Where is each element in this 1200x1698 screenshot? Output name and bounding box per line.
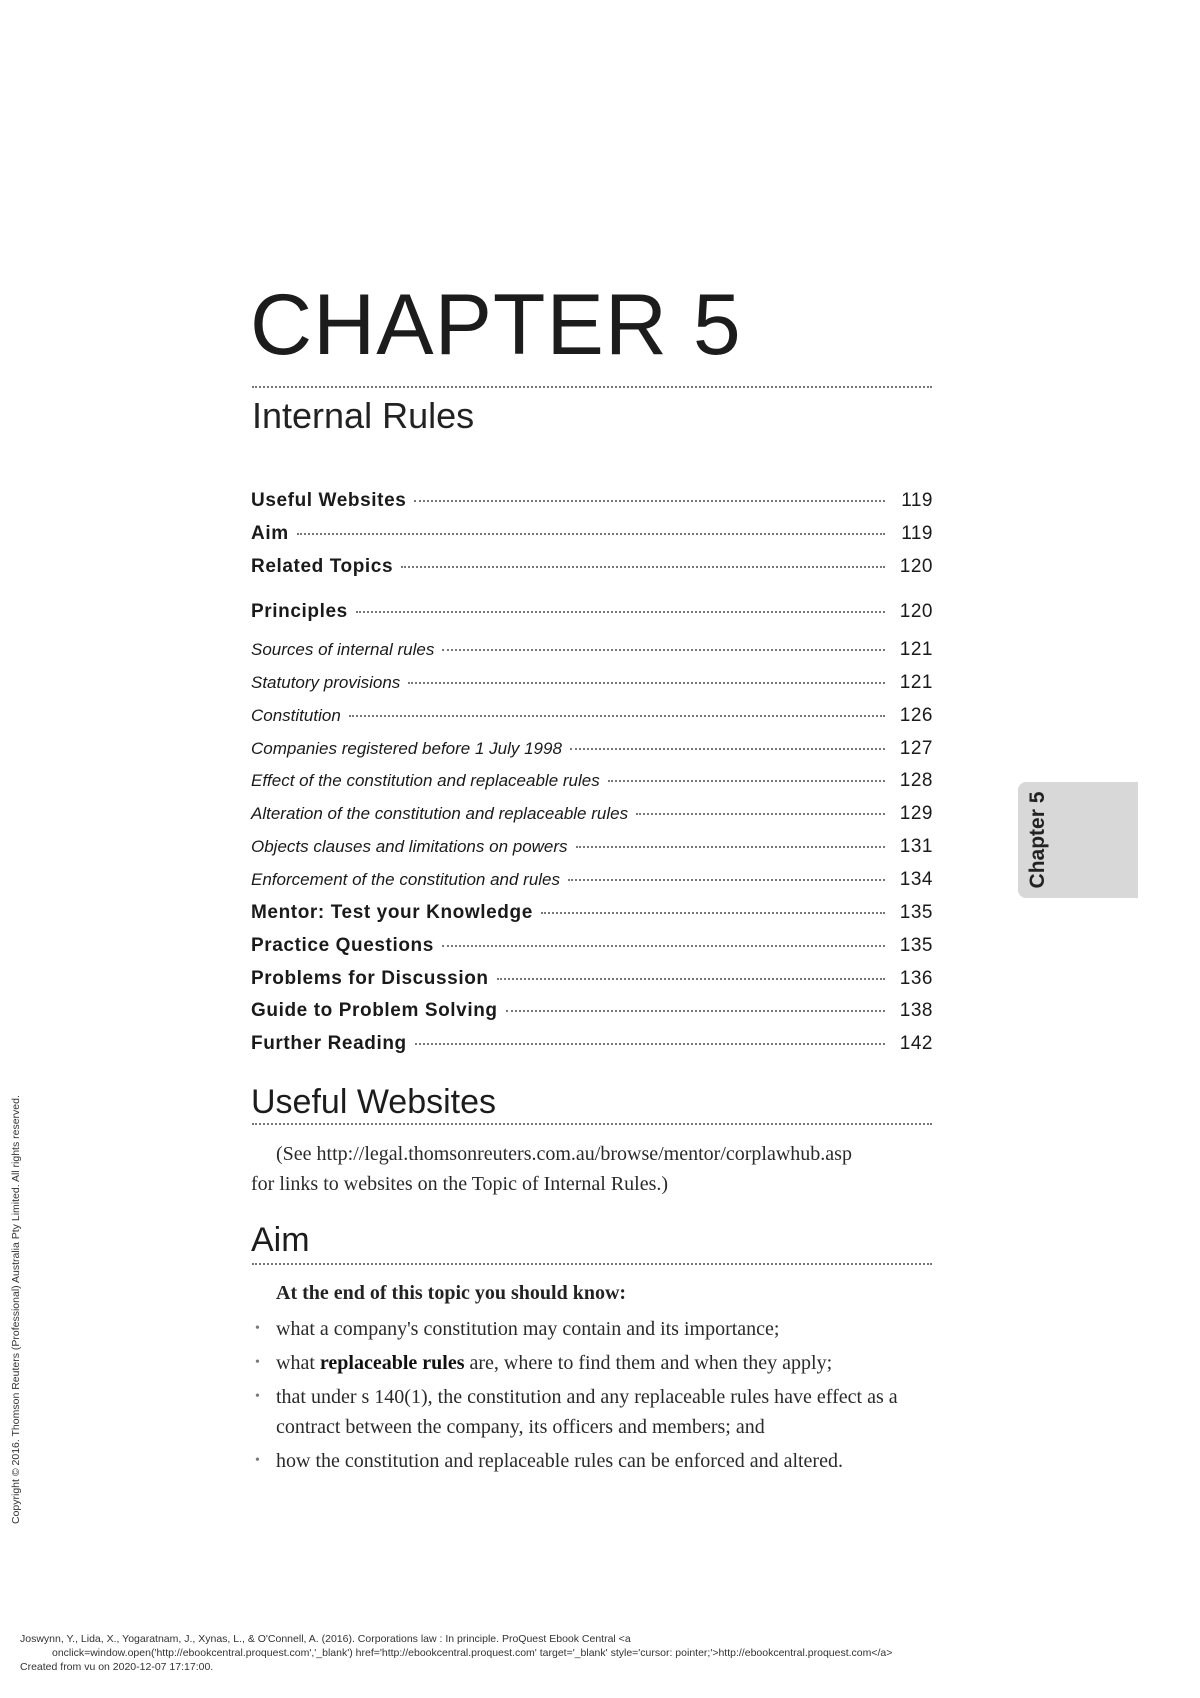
- toc-entry-label: Sources of internal rules: [251, 640, 435, 659]
- bullet-bold-term: replaceable rules: [319, 1352, 465, 1374]
- toc-entry-page: 131: [899, 836, 933, 857]
- toc-dot-leader: [356, 611, 885, 613]
- chapter-subtitle: Internal Rules: [252, 395, 475, 436]
- toc-dot-leader: [414, 500, 885, 502]
- toc-entry-page: 120: [899, 601, 933, 622]
- toc-dot-leader: [401, 566, 885, 568]
- toc-dot-leader: [408, 682, 885, 684]
- toc-entry-label: Enforcement of the constitution and rules: [251, 870, 561, 889]
- toc-entry-label: Guide to Problem Solving: [251, 1000, 498, 1021]
- toc-dot-leader: [568, 879, 885, 881]
- toc-entry-label: Alteration of the constitution and replaceable rules: [251, 804, 629, 823]
- toc-entry-label: Further Reading: [251, 1033, 407, 1054]
- toc-entry[interactable]: [251, 490, 933, 516]
- toc-entry[interactable]: [251, 770, 933, 796]
- bullet-icon: •: [255, 1453, 260, 1468]
- toc-dot-leader: [570, 748, 885, 750]
- toc-dot-leader: [636, 813, 885, 815]
- toc-dot-leader: [506, 1010, 885, 1012]
- toc-entry-page: 119: [901, 490, 933, 511]
- toc-entry-label: Aim: [251, 523, 289, 544]
- useful-websites-paragraph: [251, 1139, 941, 1199]
- toc-dot-leader: [442, 945, 885, 947]
- toc-entry[interactable]: [251, 705, 933, 731]
- bullet-icon: •: [255, 1355, 260, 1370]
- toc-entry-page: 127: [899, 738, 933, 759]
- toc-entry[interactable]: [251, 935, 933, 961]
- toc-entry[interactable]: [251, 556, 933, 582]
- bullet-text: that under s 140(1), the constitution and any replaceable rules have effect as a contract between the company, its officers and members; and: [276, 1386, 898, 1438]
- toc-dot-leader: [442, 649, 885, 651]
- toc-entry[interactable]: [251, 836, 933, 862]
- toc-entry[interactable]: [251, 523, 933, 549]
- footer-line-3: Created from vu on 2020-12-07 17:17:00.: [20, 1661, 214, 1673]
- toc-entry-label: Objects clauses and limitations on powers: [251, 837, 568, 856]
- toc-entry-label: Practice Questions: [251, 935, 434, 956]
- useful-websites-divider: [252, 1123, 932, 1125]
- bullet-icon: •: [255, 1321, 260, 1336]
- bullet-text: how the constitution and replaceable rules can be enforced and altered.: [276, 1450, 843, 1472]
- toc-entry[interactable]: [251, 639, 933, 665]
- toc-dot-leader: [297, 533, 885, 535]
- bullet-icon: •: [255, 1389, 260, 1404]
- toc-dot-leader: [349, 715, 885, 717]
- bullet-text: what: [276, 1352, 320, 1374]
- toc-entry-label: Mentor: Test your Knowledge: [251, 902, 533, 923]
- toc-entry[interactable]: [251, 869, 933, 895]
- useful-websites-heading: Useful Websites: [251, 1083, 497, 1121]
- aim-bullet-item: [251, 1446, 941, 1476]
- toc-entry-page: 138: [899, 1000, 933, 1021]
- citation-footer: [20, 1632, 1190, 1674]
- chapter-side-tab-label: Chapter 5: [1026, 791, 1049, 889]
- aim-bullet-list: [251, 1314, 941, 1480]
- aim-bullet-item: [251, 1348, 941, 1378]
- aim-heading: Aim: [251, 1221, 310, 1259]
- toc-entry-label: Principles: [251, 601, 348, 622]
- footer-line-2: onclick=window.open('http://ebookcentral.proquest.com','_blank') href='http://ebookcentral.proquest.com' target='_blank' style='cursor: pointer;'>http://ebookcentral.proquest.com</a>: [52, 1647, 893, 1659]
- toc-entry-page: 129: [899, 803, 933, 824]
- toc-entry-label: Effect of the constitution and replaceable rules: [251, 771, 600, 790]
- toc-entry[interactable]: [251, 738, 933, 764]
- bullet-text-after: are, where to find them and when they apply;: [464, 1352, 833, 1374]
- aim-lead: At the end of this topic you should know:: [276, 1282, 627, 1304]
- footer-line-1: Joswynn, Y., Lida, X., Yogaratnam, J., Xynas, L., & O'Connell, A. (2016). Corporations law : In principle. ProQuest Ebook Central <a: [20, 1633, 631, 1645]
- bullet-text: what a company's constitution may contain and its importance;: [276, 1318, 780, 1340]
- toc-entry-page: 121: [899, 639, 933, 660]
- toc-dot-leader: [576, 846, 885, 848]
- toc-entry-page: 126: [899, 705, 933, 726]
- toc-entry-page: 135: [899, 935, 933, 956]
- chapter-title: CHAPTER 5: [250, 277, 742, 373]
- toc-entry-label: Related Topics: [251, 556, 394, 577]
- toc-entry[interactable]: [251, 1033, 933, 1059]
- title-divider: [252, 386, 932, 388]
- toc-entry-page: 134: [899, 869, 933, 890]
- toc-entry[interactable]: [251, 968, 933, 994]
- toc-entry[interactable]: [251, 1000, 933, 1026]
- toc-entry-page: 142: [899, 1033, 933, 1054]
- toc-dot-leader: [541, 912, 885, 914]
- toc-entry-label: Statutory provisions: [251, 673, 401, 692]
- aim-bullet-item: [251, 1314, 941, 1344]
- toc-entry-page: 119: [901, 523, 933, 544]
- toc-entry-label: Useful Websites: [251, 490, 407, 511]
- toc-entry-page: 135: [899, 902, 933, 923]
- toc-entry-page: 128: [899, 770, 933, 791]
- toc-entry-label: Constitution: [251, 706, 341, 725]
- toc-dot-leader: [497, 978, 885, 980]
- toc-entry-label: Companies registered before 1 July 1998: [251, 739, 562, 758]
- toc-dot-leader: [608, 780, 885, 782]
- aim-divider: [252, 1263, 932, 1265]
- toc-entry[interactable]: [251, 902, 933, 928]
- toc-entry-page: 120: [899, 556, 933, 577]
- aim-bullet-item: [251, 1382, 941, 1442]
- useful-websites-line-1: (See http://legal.thomsonreuters.com.au/browse/mentor/corplawhub.asp: [276, 1143, 852, 1165]
- toc-entry-page: 136: [899, 968, 933, 989]
- toc-entry-page: 121: [899, 672, 933, 693]
- toc-entry[interactable]: [251, 803, 933, 829]
- toc-entry-label: Problems for Discussion: [251, 968, 489, 989]
- toc-entry[interactable]: [251, 601, 933, 627]
- useful-websites-line-2: for links to websites on the Topic of Internal Rules.): [251, 1173, 669, 1195]
- copyright-notice: Copyright © 2016. Thomson Reuters (Professional) Australia Pty Limited. All rights reserved.: [10, 1095, 22, 1524]
- toc-dot-leader: [415, 1043, 885, 1045]
- toc-entry[interactable]: [251, 672, 933, 698]
